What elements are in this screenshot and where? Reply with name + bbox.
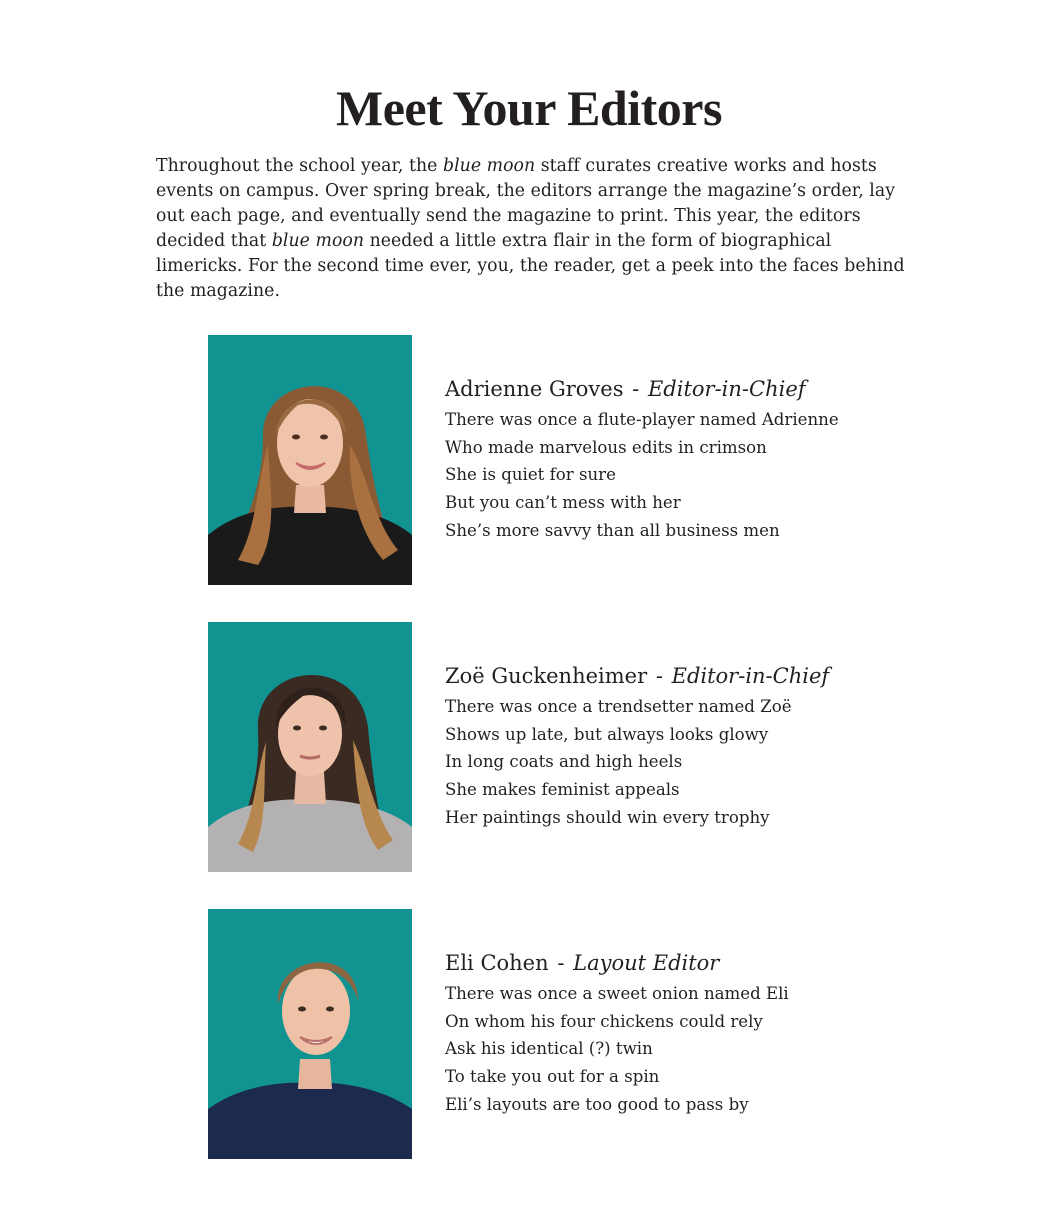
editor-card-eli	[208, 909, 908, 1159]
editor-heading	[445, 661, 905, 691]
limerick-line: But you can’t mess with her	[445, 493, 681, 513]
editor-info	[445, 374, 905, 545]
separator: -	[655, 664, 663, 688]
limerick	[445, 693, 905, 832]
limerick-line: Her paintings should win every trophy	[445, 807, 770, 827]
editor-role: Layout Editor	[573, 951, 720, 975]
intro-text-1: Throughout the school year, the	[156, 156, 443, 176]
limerick-line: Shows up late, but always looks glowy	[445, 724, 769, 744]
editor-card-zoe	[208, 622, 908, 872]
limerick-line: There was once a sweet onion named Eli	[445, 984, 789, 1003]
limerick-line: To take you out for a spin	[445, 1067, 660, 1087]
editor-heading	[445, 374, 905, 404]
magazine-name: blue moon	[442, 156, 536, 176]
intro-text-3: needed a little extra flair in the form of biographical limericks. For the second time ever, you, the reader, get a peek into the faces behind the magazine.	[156, 231, 905, 301]
editor-photo-eli	[208, 909, 412, 1159]
limerick-line: In long coats and high heels	[445, 752, 683, 772]
limerick-line: There was once a flute-player named Adrienne	[445, 410, 839, 429]
limerick-line: She is quiet for sure	[445, 465, 616, 485]
limerick	[445, 406, 905, 545]
editor-info	[445, 948, 905, 1119]
editor-name: Zoë Guckenheimer	[445, 664, 648, 688]
limerick-line: She’s more savvy than all business men	[445, 520, 780, 540]
limerick-line: Ask his identical (?) twin	[445, 1039, 653, 1059]
editor-info	[445, 661, 905, 832]
editor-photo-zoe	[208, 622, 412, 872]
editor-photo-adrienne	[208, 335, 412, 585]
editor-role: Editor-in-Chief	[671, 664, 830, 688]
intro-text-2: staff curates creative works and hosts events on campus. Over spring break, the editors arrange the magazine’s order, lay out each page, and eventually send the magazine to print. This year, the editors decided that	[156, 156, 896, 251]
magazine-name: blue moon	[271, 231, 365, 251]
editor-name: Adrienne Groves	[445, 377, 624, 401]
limerick-line: Who made marvelous edits in crimson	[445, 437, 767, 457]
editor-name: Eli Cohen	[445, 951, 549, 975]
limerick-line: On whom his four chickens could rely	[445, 1011, 763, 1031]
editor-role: Editor-in-Chief	[647, 377, 806, 401]
intro-paragraph	[156, 154, 916, 304]
editor-heading	[445, 948, 905, 978]
limerick-line: She makes feminist appeals	[445, 780, 680, 800]
portrait-illustration	[208, 622, 412, 872]
portrait-illustration	[208, 335, 412, 585]
separator: -	[557, 951, 565, 975]
page-title: Meet Your Editors	[336, 80, 722, 136]
limerick-line: There was once a trendsetter named Zoë	[445, 697, 792, 716]
limerick	[445, 980, 905, 1119]
editor-card-adrienne	[208, 335, 908, 585]
limerick-line: Eli’s layouts are too good to pass by	[445, 1094, 749, 1114]
portrait-illustration	[208, 909, 412, 1159]
separator: -	[632, 377, 640, 401]
